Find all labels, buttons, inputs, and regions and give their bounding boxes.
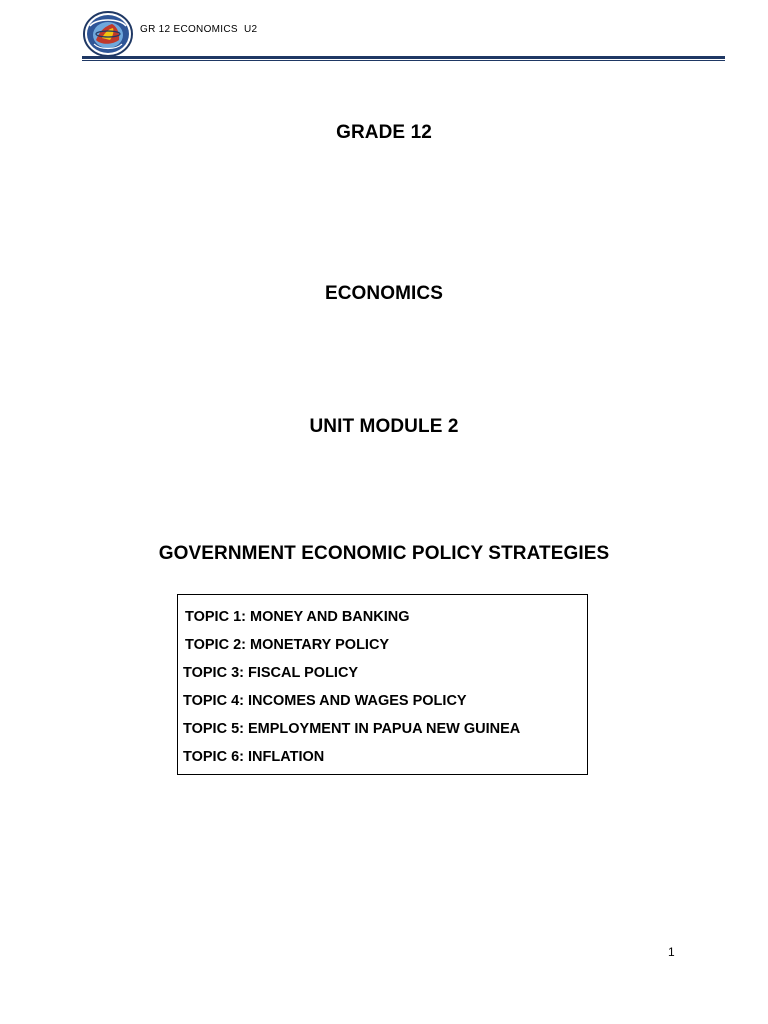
subject-title: ECONOMICS [324,283,444,304]
topic-item: TOPIC 4: INCOMES AND WAGES POLICY [183,693,467,709]
running-header-title: GR 12 ECONOMICS U2 [140,24,258,35]
topic-item: TOPIC 5: EMPLOYMENT IN PAPUA NEW GUINEA [183,721,521,737]
grade-title: GRADE 12 [336,122,432,143]
header-divider [82,56,725,61]
page-header [82,10,725,62]
page-number: 1 [668,945,675,959]
topic-item: TOPIC 2: MONETARY POLICY [185,637,390,653]
topics-list-box [177,594,588,775]
topic-item: TOPIC 3: FISCAL POLICY [183,665,359,681]
unit-title: UNIT MODULE 2 [309,416,459,437]
strategy-title: GOVERNMENT ECONOMIC POLICY STRATEGIES [158,543,610,564]
topic-item: TOPIC 6: INFLATION [183,749,325,765]
school-crest-icon [82,10,134,58]
topic-item: TOPIC 1: MONEY AND BANKING [185,609,410,625]
